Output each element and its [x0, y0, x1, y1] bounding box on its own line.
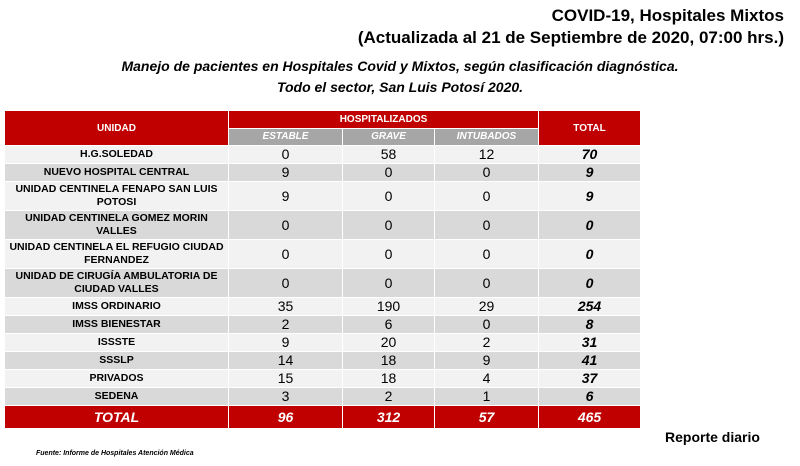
row-intubados: 0 — [435, 316, 539, 334]
row-unidad: UNIDAD CENTINELA EL REFUGIO CIUDAD FERNANDEZ — [5, 240, 229, 269]
row-estable: 15 — [229, 370, 343, 388]
totals-label: TOTAL — [5, 406, 229, 429]
row-grave: 190 — [343, 298, 435, 316]
source-note: Fuente: Informe de Hospitales Atención Médica — [36, 450, 194, 457]
row-grave: 0 — [343, 164, 435, 182]
totals-row — [5, 406, 641, 429]
row-total: 41 — [539, 352, 641, 370]
table-row — [5, 269, 641, 298]
row-total: 37 — [539, 370, 641, 388]
row-estable: 0 — [229, 146, 343, 164]
totals-grave: 312 — [343, 406, 435, 429]
row-total: 0 — [539, 269, 641, 298]
row-total: 0 — [539, 211, 641, 240]
row-grave: 0 — [343, 182, 435, 211]
row-unidad: SEDENA — [5, 388, 229, 406]
row-total: 8 — [539, 316, 641, 334]
row-grave: 18 — [343, 370, 435, 388]
row-grave: 0 — [343, 269, 435, 298]
row-intubados: 0 — [435, 211, 539, 240]
row-intubados: 0 — [435, 182, 539, 211]
table-body — [5, 146, 641, 406]
row-intubados: 12 — [435, 146, 539, 164]
row-estable: 14 — [229, 352, 343, 370]
row-total: 9 — [539, 182, 641, 211]
row-intubados: 2 — [435, 334, 539, 352]
row-estable: 2 — [229, 316, 343, 334]
row-intubados: 0 — [435, 269, 539, 298]
table-row — [5, 211, 641, 240]
col-header-hospitalizados: HOSPITALIZADOS — [229, 111, 539, 129]
row-grave: 18 — [343, 352, 435, 370]
table-row — [5, 316, 641, 334]
row-estable: 9 — [229, 164, 343, 182]
row-grave: 2 — [343, 388, 435, 406]
table-row — [5, 298, 641, 316]
row-unidad: SSSLP — [5, 352, 229, 370]
row-unidad: NUEVO HOSPITAL CENTRAL — [5, 164, 229, 182]
table-row — [5, 164, 641, 182]
totals-intubados: 57 — [435, 406, 539, 429]
row-grave: 58 — [343, 146, 435, 164]
totals-total: 465 — [539, 406, 641, 429]
row-estable: 35 — [229, 298, 343, 316]
title-line-1: COVID-19, Hospitales Mixtos — [551, 6, 784, 25]
title-line-2: (Actualizada al 21 de Septiembre de 2020, 07:00 hrs.) — [357, 28, 784, 47]
report-label: Reporte diario — [665, 429, 760, 445]
row-unidad: UNIDAD CENTINELA GOMEZ MORIN VALLES — [5, 211, 229, 240]
row-estable: 0 — [229, 269, 343, 298]
hospital-table — [4, 110, 641, 429]
row-grave: 20 — [343, 334, 435, 352]
table-row — [5, 182, 641, 211]
row-estable: 3 — [229, 388, 343, 406]
row-grave: 6 — [343, 316, 435, 334]
table-row — [5, 352, 641, 370]
row-intubados: 9 — [435, 352, 539, 370]
row-intubados: 4 — [435, 370, 539, 388]
row-grave: 0 — [343, 240, 435, 269]
row-estable: 0 — [229, 211, 343, 240]
row-unidad: H.G.SOLEDAD — [5, 146, 229, 164]
row-intubados: 0 — [435, 240, 539, 269]
row-intubados: 0 — [435, 164, 539, 182]
row-estable: 9 — [229, 334, 343, 352]
row-intubados: 1 — [435, 388, 539, 406]
row-grave: 0 — [343, 211, 435, 240]
row-total: 0 — [539, 240, 641, 269]
col-header-unidad: UNIDAD — [5, 111, 229, 146]
table-row — [5, 240, 641, 269]
col-header-grave: GRAVE — [343, 128, 435, 146]
row-total: 254 — [539, 298, 641, 316]
row-estable: 0 — [229, 240, 343, 269]
col-header-estable: ESTABLE — [229, 128, 343, 146]
col-header-total: TOTAL — [539, 111, 641, 146]
row-total: 70 — [539, 146, 641, 164]
col-header-intubados: INTUBADOS — [435, 128, 539, 146]
row-unidad: IMSS BIENESTAR — [5, 316, 229, 334]
row-unidad: PRIVADOS — [5, 370, 229, 388]
totals-estable: 96 — [229, 406, 343, 429]
row-total: 31 — [539, 334, 641, 352]
row-total: 9 — [539, 164, 641, 182]
row-unidad: UNIDAD CENTINELA FENAPO SAN LUIS POTOSI — [5, 182, 229, 211]
row-unidad: UNIDAD DE CIRUGÍA AMBULATORIA DE CIUDAD VALLES — [5, 269, 229, 298]
subtitle-line-1: Manejo de pacientes en Hospitales Covid y Mixtos, según clasificación diagnóstica. — [121, 58, 679, 74]
table-row — [5, 146, 641, 164]
subtitle-line-2: Todo el sector, San Luis Potosí 2020. — [276, 79, 524, 95]
table-row — [5, 370, 641, 388]
table-row — [5, 334, 641, 352]
row-unidad: ISSSTE — [5, 334, 229, 352]
table-row — [5, 388, 641, 406]
row-unidad: IMSS ORDINARIO — [5, 298, 229, 316]
row-total: 6 — [539, 388, 641, 406]
row-intubados: 29 — [435, 298, 539, 316]
row-estable: 9 — [229, 182, 343, 211]
